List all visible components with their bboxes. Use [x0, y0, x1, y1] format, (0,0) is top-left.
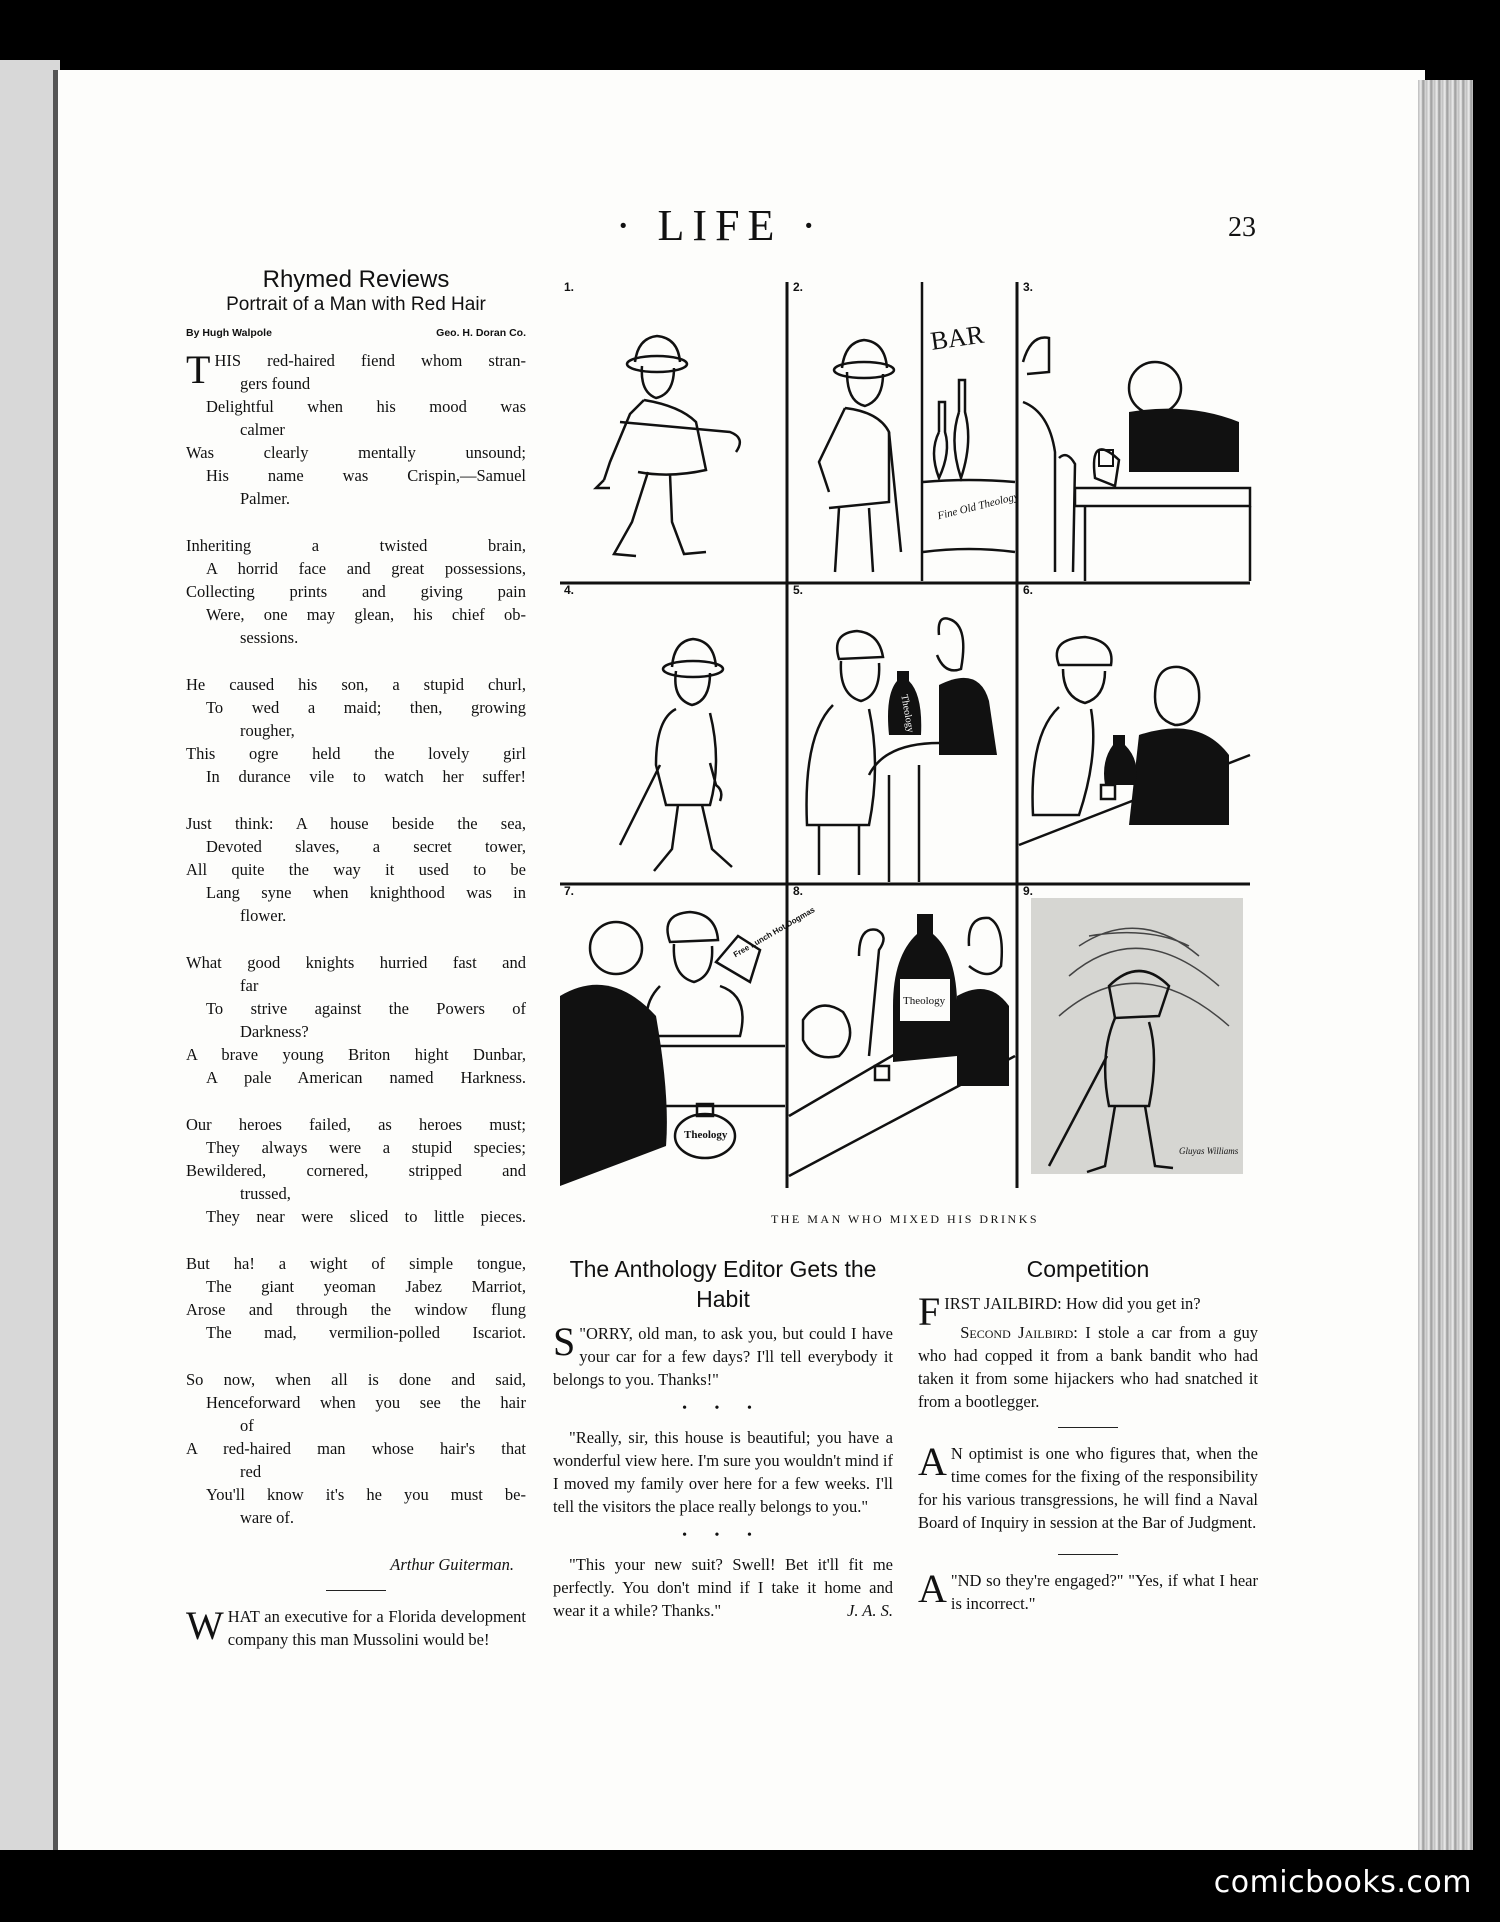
- rhymed-reviews-title: Rhymed Reviews: [262, 266, 450, 293]
- dropcap: T: [186, 347, 211, 392]
- bartender-illustration: [1019, 282, 1250, 581]
- poem-line: His name was Crispin,—Samuel: [206, 466, 526, 485]
- poem-line: Just think: A house beside the sea,: [186, 814, 526, 833]
- poem-line: flower.: [240, 906, 287, 925]
- poem-signature: Arthur Guiterman.: [390, 1555, 514, 1574]
- dizzy-man-illustration: [1019, 886, 1250, 1188]
- poem-line: A pale American named Harkness.: [206, 1068, 526, 1087]
- poem-line: Darkness?: [240, 1022, 309, 1041]
- poem-line: red: [240, 1462, 262, 1481]
- poem-line: gers found: [240, 374, 311, 393]
- section-dots: • • •: [682, 1401, 764, 1416]
- man-walking-illustration: [560, 282, 785, 581]
- panel-number: 2.: [793, 280, 804, 294]
- poem-line: Collecting prints and giving pain: [186, 582, 526, 601]
- anthology-column: [553, 1254, 893, 1628]
- publisher: Geo. H. Doran Co.: [436, 327, 526, 339]
- poem-line: In durance vile to watch her suffer!: [206, 767, 526, 786]
- poem-stanza: [186, 812, 526, 927]
- comic-panel-5: [789, 585, 1015, 882]
- anthology-initials: J. A. S.: [847, 1601, 893, 1620]
- optimist-paragraph: [918, 1439, 1258, 1534]
- anthology-paragraph-1: [553, 1319, 893, 1391]
- free-lunch-sign: Free Lunch Hot Dogmas: [731, 905, 817, 960]
- bar-entrance-illustration: [789, 282, 1020, 581]
- panel-number: 4.: [564, 583, 575, 597]
- dropcap: A: [918, 1439, 947, 1484]
- artist-signature: Gluyas Williams: [1179, 1146, 1239, 1156]
- page-number: 23: [1228, 212, 1256, 243]
- poem-line: of: [240, 1416, 254, 1435]
- panel-number: 3.: [1023, 280, 1034, 294]
- poem-line: THIS red-haired fiend whom stran-: [186, 347, 526, 392]
- comic-strip: [560, 282, 1250, 1188]
- poem-line: The giant yeoman Jabez Marriot,: [206, 1277, 526, 1296]
- divider: [1058, 1554, 1118, 1555]
- section-dots: • • •: [682, 1528, 764, 1543]
- rhymed-reviews-subtitle: Portrait of a Man with Red Hair: [226, 294, 486, 315]
- poem-line: far: [240, 976, 259, 995]
- binding-line: [53, 70, 58, 1850]
- poem-line: calmer: [240, 420, 285, 439]
- poem-line: Henceforward when you see the hair: [206, 1393, 526, 1412]
- poem-line: You'll know it's he you must be-: [206, 1485, 526, 1504]
- jug-label: Fine Old Theology: [936, 490, 1020, 523]
- open-quote: ": [950, 1571, 958, 1590]
- poem-stanza: [186, 349, 526, 510]
- speaker-label: Second Jailbird:: [960, 1323, 1078, 1342]
- big-bottle-label: Theology: [903, 995, 946, 1007]
- panel-number: 6.: [1023, 583, 1034, 597]
- dropcap: W: [186, 1603, 224, 1648]
- optimist-text: N optimist is one who figures that, when the time comes for the fixing of the responsibility for his various transgressions, he will find a Naval Board of Inquiry in session at the Bar of Judgment.: [918, 1444, 1258, 1532]
- anthology-paragraph-2: "Really, sir, this house is beautiful; you have a wonderful view here. I'm sure you wouldn't mind if I moved my family over here for a few weeks. I'll tell the visitors the place really belongs to you.": [553, 1428, 893, 1516]
- comic-panel-3: [1019, 282, 1250, 581]
- poem-line: rougher,: [240, 721, 295, 740]
- poem-stanza: [186, 951, 526, 1089]
- panel-number: 5.: [793, 583, 804, 597]
- page-edges: [1418, 80, 1473, 1850]
- poem-line: ware of.: [240, 1508, 295, 1527]
- poem-line: A red-haired man whose hair's that: [186, 1439, 526, 1458]
- poem-line: This ogre held the lovely girl: [186, 744, 526, 763]
- bottle-handover-illustration: [1019, 585, 1250, 882]
- comic-panel-4: [560, 585, 785, 882]
- panel-number: 8.: [793, 884, 804, 898]
- watermark: comicbooks.com: [1213, 1865, 1472, 1900]
- poem-line: The mad, vermilion-polled Iscariot.: [206, 1323, 526, 1342]
- panel-number: 9.: [1023, 884, 1034, 898]
- poem-line: What good knights hurried fast and: [186, 953, 526, 972]
- poem-line: Devoted slaves, a secret tower,: [206, 837, 526, 856]
- jailbird-text-1: IRST JAILBIRD: How did you get in?: [944, 1294, 1201, 1313]
- poem-line: trussed,: [240, 1184, 291, 1203]
- dropcap: A: [918, 1566, 947, 1611]
- bottle-label: Theology: [898, 693, 916, 734]
- poem-line: Bewildered, cornered, stripped and: [186, 1161, 526, 1180]
- poem-stanza: [186, 673, 526, 788]
- poem-line: Was clearly mentally unsound;: [186, 443, 526, 462]
- dropcap: F: [918, 1289, 941, 1334]
- anthology-paragraph-3: [553, 1553, 893, 1622]
- comic-panel-8: [789, 886, 1015, 1188]
- comic-panel-9: [1019, 886, 1250, 1188]
- anthology-text-3: "This your new suit? Swell! Bet it'll fit me perfectly. You don't mind if I take it home and wear it a while? Thanks.": [553, 1555, 893, 1620]
- engaged-paragraph: [918, 1566, 1258, 1615]
- mussolini-paragraph: [186, 1605, 526, 1651]
- comic-panel-1: [560, 282, 785, 581]
- divider: [326, 1590, 386, 1591]
- poem-line: Delightful when his mood was: [206, 397, 526, 416]
- jailbird-paragraph-2: [918, 1321, 1258, 1413]
- poem: [186, 349, 526, 1529]
- anthology-text-1: ORRY, old man, to ask you, but could I have your car for a few days? I'll tell everybody it belongs to you. Thanks!": [553, 1324, 893, 1389]
- author: By Hugh Walpole: [186, 327, 272, 339]
- bar-sign: BAR: [928, 319, 986, 356]
- jailbird-text-2: I stole a car from a guy who had copped it from a bank bandit who had taken it from some hijackers who had snatched it from a bootlegger.: [918, 1323, 1258, 1411]
- poem-line: They near were sliced to little pieces.: [206, 1207, 526, 1226]
- jug-label-7: Theology: [684, 1129, 728, 1141]
- rhymed-reviews-column: [186, 268, 526, 1651]
- comic-panel-6: [1019, 585, 1250, 882]
- open-quote: ": [579, 1324, 586, 1343]
- poem-line: But ha! a wight of simple tongue,: [186, 1254, 526, 1273]
- poem-line: Lang syne when knighthood was in: [206, 883, 526, 902]
- engaged-question: ND so they're engaged?": [957, 1571, 1124, 1590]
- poem-line: He caused his son, a stupid churl,: [186, 675, 526, 694]
- poem-stanza: [186, 1113, 526, 1228]
- poem-line: To wed a maid; then, growing: [206, 698, 526, 717]
- poem-line: A brave young Briton hight Dunbar,: [186, 1045, 526, 1064]
- poem-line: They always were a stupid species;: [206, 1138, 526, 1157]
- engaged-answer: "Yes, if what I hear is incorrect.": [950, 1571, 1258, 1613]
- poem-line: Inheriting a twisted brain,: [186, 536, 526, 555]
- masthead: · LIFE ·: [615, 201, 825, 250]
- poem-line: Palmer.: [240, 489, 290, 508]
- comic-panel-2: [789, 280, 1020, 581]
- poem-line: Were, one may glean, his chief ob-: [206, 605, 526, 624]
- competition-title: Competition: [1026, 1256, 1150, 1282]
- mussolini-text: HAT an executive for a Florida development company this man Mussolini would be!: [227, 1607, 526, 1649]
- poem-line: So now, when all is done and said,: [186, 1370, 526, 1389]
- divider: [1058, 1427, 1118, 1428]
- poem-line: All quite the way it used to be: [186, 860, 526, 879]
- poem-line: To strive against the Powers of: [206, 999, 526, 1018]
- anthology-title: The Anthology Editor Gets the Habit: [569, 1256, 877, 1312]
- comic-caption: THE MAN WHO MIXED HIS DRINKS: [770, 1212, 1040, 1226]
- poem-line: Arose and through the window flung: [186, 1300, 526, 1319]
- dropcap: S: [553, 1319, 576, 1364]
- competition-column: [918, 1254, 1258, 1621]
- panel-number: 1.: [564, 280, 575, 294]
- panel-number: 7.: [564, 884, 575, 898]
- man-leaving-illustration: [560, 585, 785, 882]
- preacher-illustration: [560, 886, 817, 1188]
- bottle-offer-illustration: [789, 585, 1015, 882]
- poem-stanza: [186, 1252, 526, 1344]
- poem-line: A horrid face and great possessions,: [206, 559, 526, 578]
- byline: [186, 322, 526, 345]
- poem-stanza: [186, 534, 526, 649]
- binding-left: [0, 60, 60, 1850]
- comic-panel-7: [560, 884, 817, 1188]
- poem-line: sessions.: [240, 628, 299, 647]
- poem-stanza: [186, 1368, 526, 1529]
- big-bottle-illustration: [789, 886, 1015, 1188]
- poem-line: Our heroes failed, as heroes must;: [186, 1115, 526, 1134]
